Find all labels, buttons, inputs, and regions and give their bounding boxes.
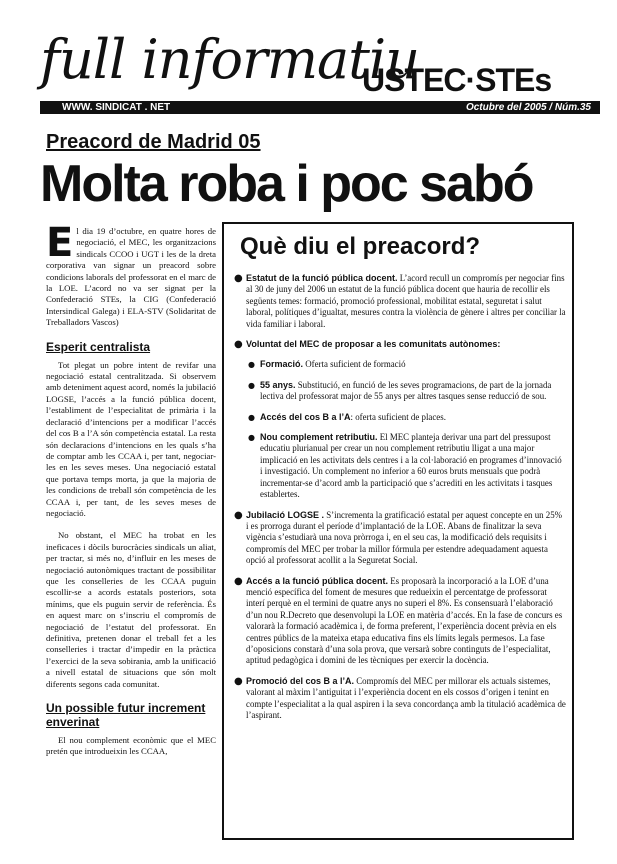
bullet-icon: ● [248, 433, 255, 443]
bullet-icon: ● [234, 675, 243, 687]
item-lead: Voluntat del MEC de proposar a les comunitats autònomes: [246, 339, 501, 350]
sub-item-lead: Nou complement retributiu. [260, 432, 378, 443]
sub-item-text: Oferta suficient de formació [303, 359, 406, 370]
bullet-icon: ● [248, 380, 255, 390]
bullet-icon: ● [234, 273, 243, 284]
item-text: Compromís del MEC per millorar els actuals sistemes, valorant al màxim l’antiguitat i l’experiència docent en els cossos d’origen i tenint en compte l’especialitat a la qual aspiren i la seva concordança amb la titulació acadèmica de l’aspirant. [246, 675, 566, 720]
item-lead: Promoció del cos B a l’A. [246, 675, 355, 686]
sub-list-item [232, 412, 566, 423]
item-text: S’incrementa la gratificació estatal per aquest concepte en un 25% i es prorroga durant el període d’implantació de la LOE. Abans de finalitzar la seva vigència s’estudiarà una nova pròrroga i, en el seu cas, la modificació dels requisits i compromís del MEC per trobar la millor fórmula per estendre adequadament aquesta opció al professorat acollit a la Seguretat Social. [246, 509, 563, 566]
sub-item-lead: 55 anys. [260, 379, 296, 390]
preacord-box [222, 222, 574, 840]
sub-item-text: : oferta suficient de places. [350, 411, 446, 422]
list-item [232, 273, 566, 330]
sub-list-item [232, 359, 566, 370]
bullet-icon: ● [248, 360, 255, 370]
list-item [232, 510, 566, 567]
bullet-icon: ● [248, 412, 255, 422]
intro-text: l dia 19 d’octubre, en quatre hores de negociació, el MEC, les organitzacions sindicals CCOO i UGT i les de la dreta corporativa van signar un preacord sobre condicions laborals del professorat en el marc de la LOE. L’acord no va ser signat per la Confederació STEs, la CIG (Confederació Intersindical Galega) i ELA-STV (Solidaritat de Treballadors Vascos) [46, 226, 216, 328]
bullet-icon: ● [234, 339, 243, 351]
left-column [46, 226, 216, 856]
section1-paragraph-1: Tot plegat un pobre intent de revifar una negociació estatal centralitzada. Si observem amb deteniment aquest acord, només la jubilació LOGSE, l’accés a la funció pública docent, l’establiment de l’especialitat de primària i la declaració d’intencions per a modificar l’accés del cos B a l’A són competència estatal. La resta són declaracions d’intencions en les quals s’ha de comptar amb les CCAA i, per tant, negociar-les en les seves meses. Una negociació estatal que portava temps morta, ja que la majoria de les condicions de treball són competència de les CCAA i, per tant, de les seves meses de negociació. [46, 359, 216, 518]
item-text: Es proposarà la incorporació a la LOE d’una menció específica del foment de mesures que redueixin el percentatge de professorat interí perquè en el termini de quatre anys no superi el 8%. Es consensuarà l’elaboració d’un nou R.Decreto que desenvolupi la LOE en matèria d’accés. En la fase de concurs es valorarà la formació acadèmica i, de forma preferent, l’experiència docent prèvia en els centres públics de la mateixa etapa educativa fins els límits legals permesos. La fase d’oposicions constarà d’una sola prova, que versarà sobre continguts de l’especialitat, aptitud pedagògica i domini de les tècniques per exercir la docència. [246, 575, 563, 666]
intro-dropcap: E [46, 226, 74, 266]
box-title: Què diu el preacord? [240, 233, 481, 260]
intro-paragraph [46, 226, 216, 329]
article-kicker: Preacord de Madrid 05 [46, 131, 261, 153]
masthead-title: full informatiu [40, 28, 419, 91]
list-item [232, 339, 566, 350]
section-heading-futur: Un possible futur increment enverinat [46, 701, 206, 730]
section-heading-esperit: Esperit centralista [46, 339, 151, 354]
sub-item-lead: Formació. [260, 359, 304, 370]
item-lead: Estatut de la funció pública docent. [246, 273, 398, 283]
masthead [0, 0, 617, 130]
section2-paragraph-1: El nou complement econòmic que el MEC pretén que introdueixin les CCAA, [46, 735, 216, 757]
list-item [232, 676, 566, 722]
masthead-brand-logo: USTEC·STEs [362, 62, 552, 98]
section1-paragraph-2: No obstant, el MEC ha trobat en les ineficaces i dòcils burocràcies sindicals un aliat, per tractar, si més no, d’influir en les meses de negociació autonòmiques tractant de possibilitar que les conselleries de les CCAA puguin escollir-se a acords estatals posteriors, sota mínims, que els puguin servir de referència. És en aquest marc on s’inscriu el compromís de negociació de l’estatut del professorat. En definitiva, pretenen donar el treball fet a les conselleries i tractar d’impedir en la pràctica l’exercici de la seva sobirania, amb la unificació a nivell estatal de situacions que són molt diferents segons cada comunitat. [46, 530, 216, 689]
masthead-website: WWW. SINDICAT . NET [62, 102, 171, 113]
list-item [232, 576, 566, 667]
sub-item-lead: Accés del cos B a l’A [260, 411, 351, 422]
item-lead: Accés a la funció pública docent. [246, 575, 389, 586]
article-headline: Molta roba i poc sabó [40, 155, 533, 213]
sub-item-text: El MEC planteja derivar una part del pressupost educatiu plurianual per crear un nou complement retributiu lligat a una major implicació en les activitats dels centres i a la col·laboració en programes d’innovació i investigació. Un complement no inferior a 60 euros bruts mensuals que podrà incrementar-se d’acord amb la participació que s’acrediti en les activitats i tasques establertes. [260, 432, 562, 500]
masthead-issue: Octubre del 2005 / Núm.35 [465, 102, 591, 113]
bullet-icon: ● [234, 509, 243, 521]
item-text: L’acord recull un compromís per negociar fins al 30 de juny del 2006 un estatut de la funció pública docent que hauria de recollir els següents temes: formació, promoció professional, mobilitat estatal, seguretat i salut laboral, polítiques d’igualtat, mesures contra la violència de gènere i altres per conciliar la vida familiar i laboral. [246, 273, 566, 329]
sub-list-item [232, 432, 566, 500]
sub-list-item [232, 380, 566, 403]
sub-item-text: Substitució, en funció de les seves programacions, de part de la jornada lectiva del professorat major de 55 anys per altres tasques sense reducció de sou. [260, 379, 552, 402]
bullet-icon: ● [234, 575, 243, 587]
item-lead: Jubilació LOGSE . [246, 509, 325, 520]
